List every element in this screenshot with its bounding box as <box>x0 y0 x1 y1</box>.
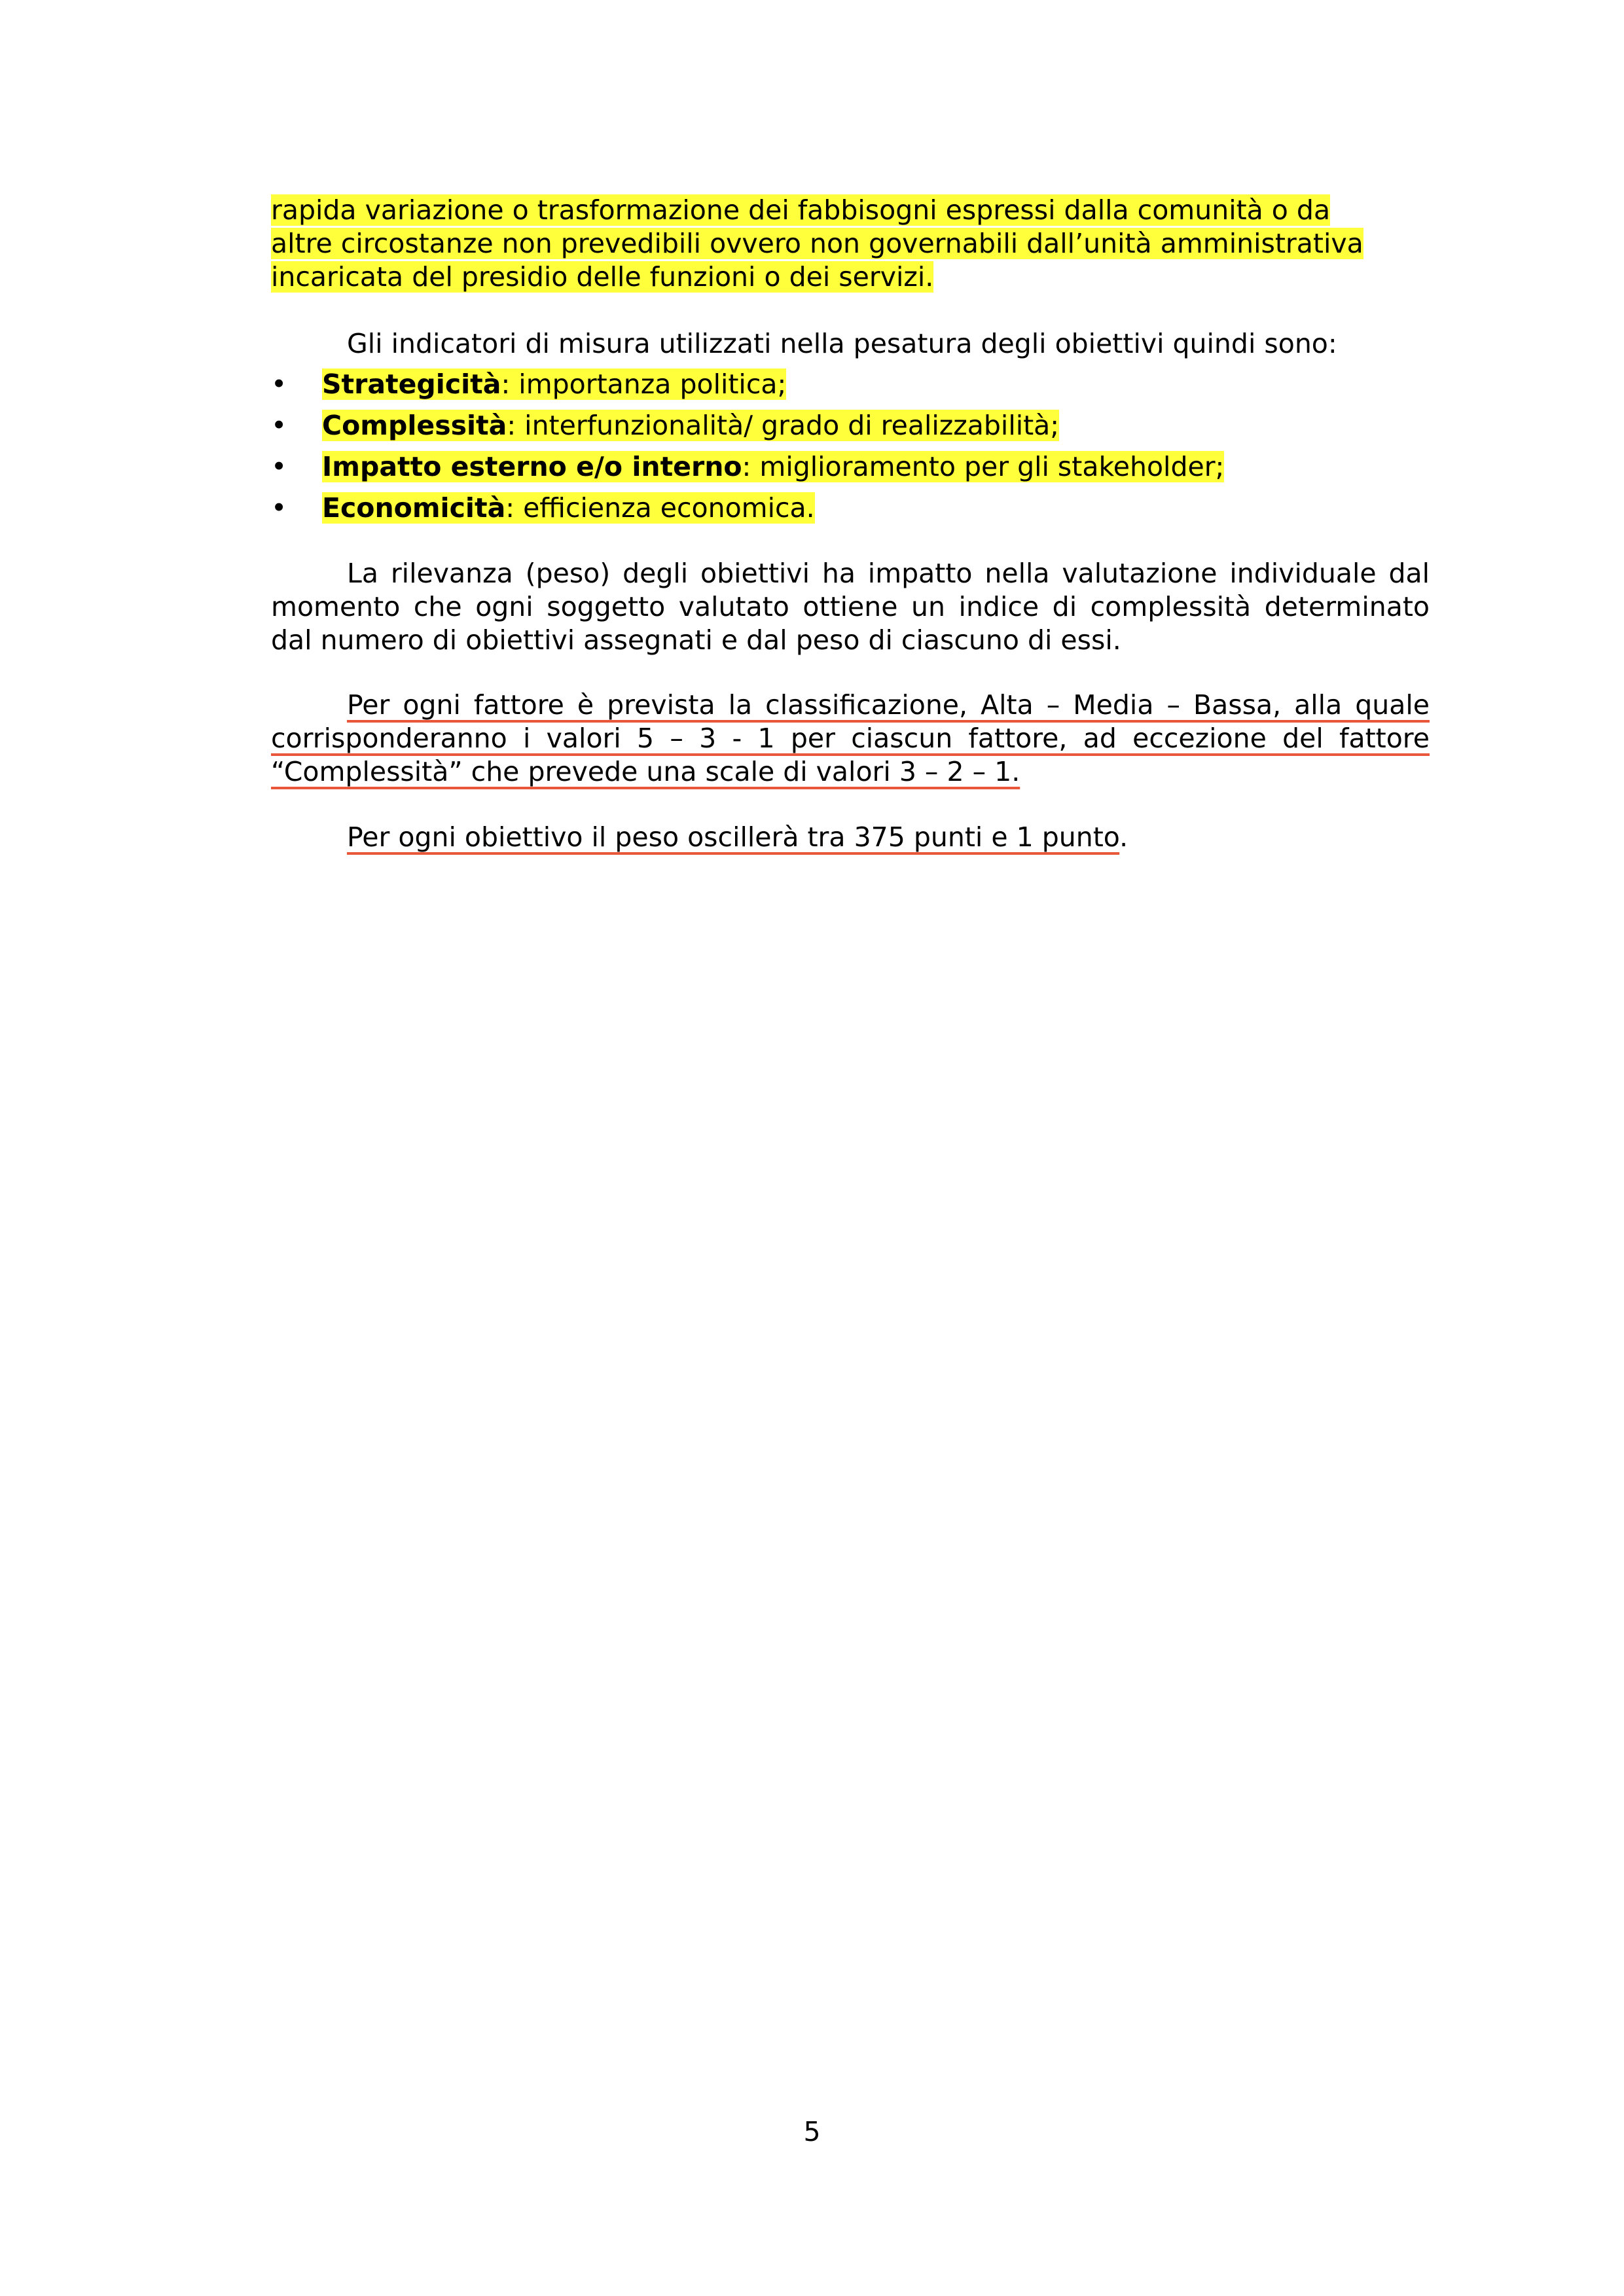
bullet-icon: • <box>271 368 287 400</box>
indicator-highlight <box>322 410 1059 441</box>
indicator-term: Strategicità <box>322 368 501 400</box>
highlight-line-1: rapida variazione o trasformazione dei fabbisogni espressi dalla comunità o da <box>271 194 1331 226</box>
indicator-item <box>271 446 1224 488</box>
weight-underlined-text: Per ogni obiettivo il peso oscillerà tra 375 punti e 1 punto <box>347 821 1120 853</box>
highlighted-paragraph <box>271 194 1430 294</box>
indicator-description: : miglioramento per gli stakeholder; <box>742 451 1225 482</box>
indicator-highlight <box>322 451 1224 482</box>
page-number: 5 <box>803 2116 821 2147</box>
bullet-icon: • <box>271 451 287 482</box>
classification-paragraph <box>271 689 1430 789</box>
indicator-item <box>271 364 1224 405</box>
highlight-line-3: incaricata del presidio delle funzioni o dei servizi. <box>271 261 934 293</box>
indicator-term: Complessità <box>322 410 507 441</box>
indicators-intro: Gli indicatori di misura utilizzati nella pesatura degli obiettivi quindi sono: <box>347 328 1337 359</box>
bullet-icon: • <box>271 492 287 524</box>
highlight-line-2: altre circostanze non prevedibili ovvero non governabili dall’unità amministrativa <box>271 228 1363 259</box>
indicators-list <box>271 364 1224 529</box>
classification-underlined-text: Per ogni fattore è prevista la classificazione, Alta – Media – Bassa, alla quale corrisponderanno i valori 5 – 3 - 1 per ciascun fattore, ad eccezione del fattore “Complessità” che prevede una scale di valori 3 – 2 – 1. <box>271 689 1430 787</box>
indicator-term: Impatto esterno e/o interno <box>322 451 742 482</box>
indicator-item <box>271 488 1224 529</box>
indicator-description: : interfunzionalità/ grado di realizzabilità; <box>507 410 1060 441</box>
weight-period: . <box>1119 821 1128 853</box>
indicator-description: : efficienza economica. <box>505 492 815 524</box>
indicator-description: : importanza politica; <box>501 368 787 400</box>
relevance-paragraph: La rilevanza (peso) degli obiettivi ha impatto nella valutazione individuale dal momento che ogni soggetto valutato ottiene un indice di complessità determinato dal numero di obiettivi assegnati e dal peso di ciascuno di essi. <box>271 558 1430 656</box>
indicator-highlight <box>322 492 815 524</box>
indicator-highlight <box>322 368 786 400</box>
bullet-icon: • <box>271 410 287 441</box>
indicator-term: Economicità <box>322 492 506 524</box>
weight-paragraph <box>271 821 1430 854</box>
indicator-item <box>271 405 1224 446</box>
